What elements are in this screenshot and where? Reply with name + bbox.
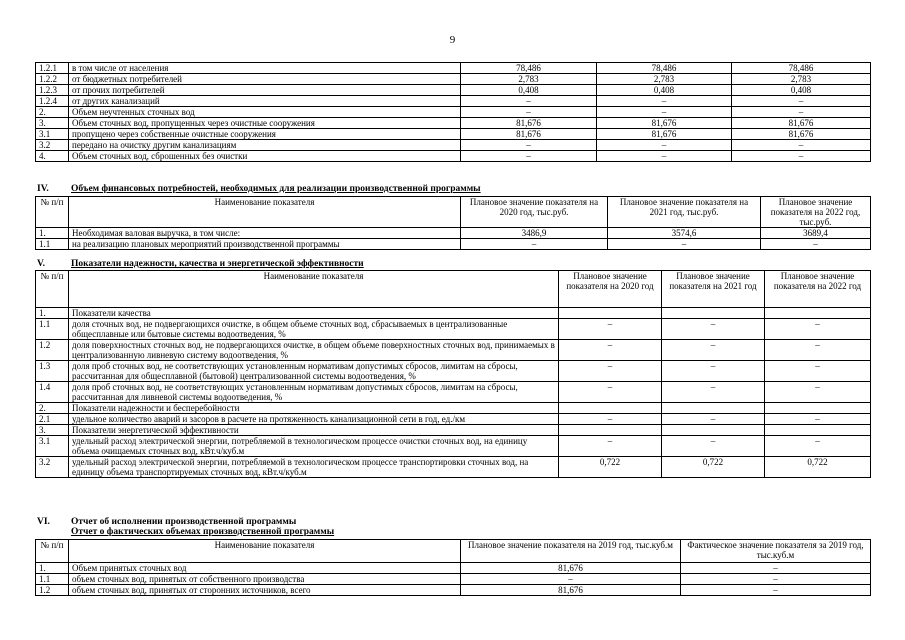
row-value: 0,408 [597,85,732,96]
row-value: 81,676 [732,118,871,129]
col-number-header: № п/п [36,271,69,308]
row-number: 1.2.3 [36,85,69,96]
row-name: удельное количество аварий и засоров в расчете на протяженность канализационной сети в год, ед./км [69,414,559,425]
col-2022-header: Плановое значение показателя на 2022 год [765,271,871,308]
row-value: – [461,574,681,585]
row-name: доля сточных вод, не подвергающихся очистке, в общем объеме сточных вод, сбрасываемых в централизованные общесплавные или бытовые системы водоотведения, % [69,319,559,340]
row-name: Необходимая валовая выручка, в том числе: [69,228,461,239]
col-2020-header: Плановое значение показателя на 2020 год, тыс.руб. [461,197,608,228]
row-number: 1.2 [36,585,69,596]
row-value: 2,783 [732,74,871,85]
row-value: – [559,436,662,457]
row-value: 78,486 [461,63,597,74]
row-name: от других канализаций [69,96,461,107]
row-name: на реализацию плановых мероприятий производственной программы [69,239,461,250]
col-number-header: № п/п [36,197,69,228]
table-row [36,319,871,340]
row-value [765,308,871,319]
row-name: Показатели надежности и бесперебойности [69,403,559,414]
col-number-header: № п/п [36,540,69,563]
row-name: Объем сточных вод, пропущенных через очистные сооружения [69,118,461,129]
row-value: – [662,319,765,340]
row-value [662,403,765,414]
row-value: 78,486 [597,63,732,74]
table-row [36,107,871,118]
row-value: – [597,96,732,107]
row-value: 81,676 [461,585,681,596]
row-name: объем сточных вод, принятых от собственного производства [69,574,461,585]
row-value: – [559,382,662,403]
reliability-quality-table [35,270,871,478]
page-number: 9 [449,34,456,46]
table-row [36,118,871,129]
row-value: 81,676 [461,129,597,140]
row-value: 81,676 [461,563,681,574]
row-value [559,308,662,319]
table-row [36,140,871,151]
production-report-body [36,563,871,596]
row-value: – [597,107,732,118]
section-6-subtitle: Отчет о фактических объемах производственной программы [71,527,335,537]
table-row [36,129,871,140]
row-value: – [732,140,871,151]
row-value [765,403,871,414]
table-row [36,436,871,457]
table-row [36,403,871,414]
section-4-heading [37,184,481,194]
row-number: 1.2.2 [36,74,69,85]
financial-needs-table [35,196,871,250]
row-value: – [732,107,871,118]
row-value: 0,408 [732,85,871,96]
table-row [36,457,871,478]
row-value: – [732,151,871,162]
row-name: от прочих потребителей [69,85,461,96]
section-6-number: VI. [37,517,50,527]
row-name: Объем принятых сточных вод [69,563,461,574]
table-row [36,340,871,361]
row-number: 2. [36,403,69,414]
table-row [36,414,871,425]
row-value: – [662,361,765,382]
row-value: – [559,414,662,425]
row-value: 0,722 [765,457,871,478]
production-report-table [35,539,871,596]
row-name: передано на очистку другим канализациям [69,140,461,151]
row-name: объем сточных вод, принятых от сторонних источников, всего [69,585,461,596]
row-value: – [461,107,597,118]
row-value: 3574,6 [608,228,761,239]
row-value: 0,408 [461,85,597,96]
row-name: удельный расход электрической энергии, потребляемой в технологическом процессе транспортировки сточных вод, на единицу объема транспортируемых сточных вод, кВт.ч/куб.м [69,457,559,478]
col-2020-header: Плановое значение показателя на 2020 год [559,271,662,308]
row-number: 1. [36,563,69,574]
row-value: 81,676 [597,129,732,140]
col-name-header: Наименование показателя [69,271,559,308]
row-number: 3.1 [36,436,69,457]
row-name: доля проб сточных вод, не соответствующих установленным нормативам допустимых сбросов, лимитам на сбросы, рассчитанная для общесплавной (бытовой) централизованной системы водоотведения, % [69,361,559,382]
row-value: – [662,414,765,425]
row-value [559,403,662,414]
row-value: 0,722 [559,457,662,478]
section-5-heading [37,259,364,269]
row-value [662,308,765,319]
row-value: – [765,414,871,425]
row-name: доля проб сточных вод, не соответствующих установленным нормативам допустимых сбросов, лимитам на сбросы, рассчитанная для ливневой системы водоотведения, % [69,382,559,403]
table-row [36,563,871,574]
row-number: 1.2.4 [36,96,69,107]
row-name: Показатели качества [69,308,559,319]
row-name: Показатели энергетической эффективности [69,425,559,436]
row-value: – [461,151,597,162]
table-row [36,228,871,239]
row-value: – [597,140,732,151]
row-number: 3.2 [36,457,69,478]
row-number: 1.4 [36,382,69,403]
row-number: 4. [36,151,69,162]
financial-needs-body [36,228,871,250]
row-value: – [662,382,765,403]
section-5-number: V. [37,259,46,269]
row-value: 2,783 [597,74,732,85]
row-number: 3.2 [36,140,69,151]
row-name: пропущено через собственные очистные сооружения [69,129,461,140]
table-row [36,585,871,596]
col-plan-2019-header: Плановое значение показателя на 2019 год, тыс.куб.м [461,540,681,563]
row-value: – [681,585,871,596]
section-6-heading [37,517,296,527]
row-value: – [765,436,871,457]
row-value: – [461,239,608,250]
row-value: – [559,319,662,340]
row-name: от бюджетных потребителей [69,74,461,85]
section-4-number: IV. [37,184,49,194]
row-value [765,425,871,436]
col-name-header: Наименование показателя [69,540,461,563]
row-value: – [765,340,871,361]
col-name-header: Наименование показателя [69,197,461,228]
col-2022-header: Плановое значение показателя на 2022 год, тыс.руб. [761,197,871,228]
col-2021-header: Плановое значение показателя на 2021 год [662,271,765,308]
row-name: Объем сточных вод, сброшенных без очистки [69,151,461,162]
table-row [36,239,871,250]
row-value: – [765,382,871,403]
table-row [36,425,871,436]
row-value: – [765,361,871,382]
section-6-subheading [37,527,334,537]
row-value: 81,676 [461,118,597,129]
table-row [36,96,871,107]
table-row [36,63,871,74]
row-number: 2. [36,107,69,118]
wastewater-volume-body [36,63,871,162]
row-value: – [765,319,871,340]
table-row [36,361,871,382]
row-value: – [559,361,662,382]
col-2021-header: Плановое значение показателя на 2021 год, тыс.руб. [608,197,761,228]
row-number: 1.2 [36,340,69,361]
row-name: в том числе от населения [69,63,461,74]
row-value: – [761,239,871,250]
table-row [36,382,871,403]
section-4-title: Объем финансовых потребностей, необходимых для реализации производственной программы [71,184,481,194]
row-value: – [681,563,871,574]
row-value: – [608,239,761,250]
row-value: 0,722 [662,457,765,478]
col-fact-2019-header: Фактическое значение показателя за 2019 год, тыс.куб.м [681,540,871,563]
row-number: 1. [36,228,69,239]
row-number: 3. [36,118,69,129]
row-value: 3689,4 [761,228,871,239]
row-value: – [662,340,765,361]
row-value: – [662,436,765,457]
row-value: 2,783 [461,74,597,85]
table-row [36,151,871,162]
row-value: – [681,574,871,585]
row-number: 1.2.1 [36,63,69,74]
row-number: 3. [36,425,69,436]
table-row [36,574,871,585]
row-number: 1.1 [36,239,69,250]
row-value: 81,676 [597,118,732,129]
section-6-title: Отчет об исполнении производственной программы [71,517,297,527]
section-5-title: Показатели надежности, качества и энергетической эффективности [71,259,364,269]
table-row [36,74,871,85]
row-value: 81,676 [732,129,871,140]
row-number: 1. [36,308,69,319]
row-value: – [461,140,597,151]
row-name: доля поверхностных сточных вод, не подвергающихся очистке, в общем объеме поверхностных сточных вод, принимаемых в централизованную ливневую систему водоотведения, % [69,340,559,361]
row-value [559,425,662,436]
row-value: – [597,151,732,162]
row-value: – [559,340,662,361]
row-number: 2.1 [36,414,69,425]
row-value: 3486,9 [461,228,608,239]
row-name: Объем неучтенных сточных вод [69,107,461,118]
wastewater-volume-table [35,62,871,162]
table-row [36,85,871,96]
row-number: 1.1 [36,574,69,585]
row-number: 1.3 [36,361,69,382]
row-number: 1.1 [36,319,69,340]
row-value: – [732,96,871,107]
reliability-quality-body [36,308,871,478]
row-name: удельный расход электрической энергии, потребляемой в технологическом процессе очистки сточных вод, на единицу объема очищаемых сточных вод, кВт.ч/куб.м [69,436,559,457]
row-number: 3.1 [36,129,69,140]
table-row [36,308,871,319]
row-value: 78,486 [732,63,871,74]
row-value [662,425,765,436]
row-value: – [461,96,597,107]
